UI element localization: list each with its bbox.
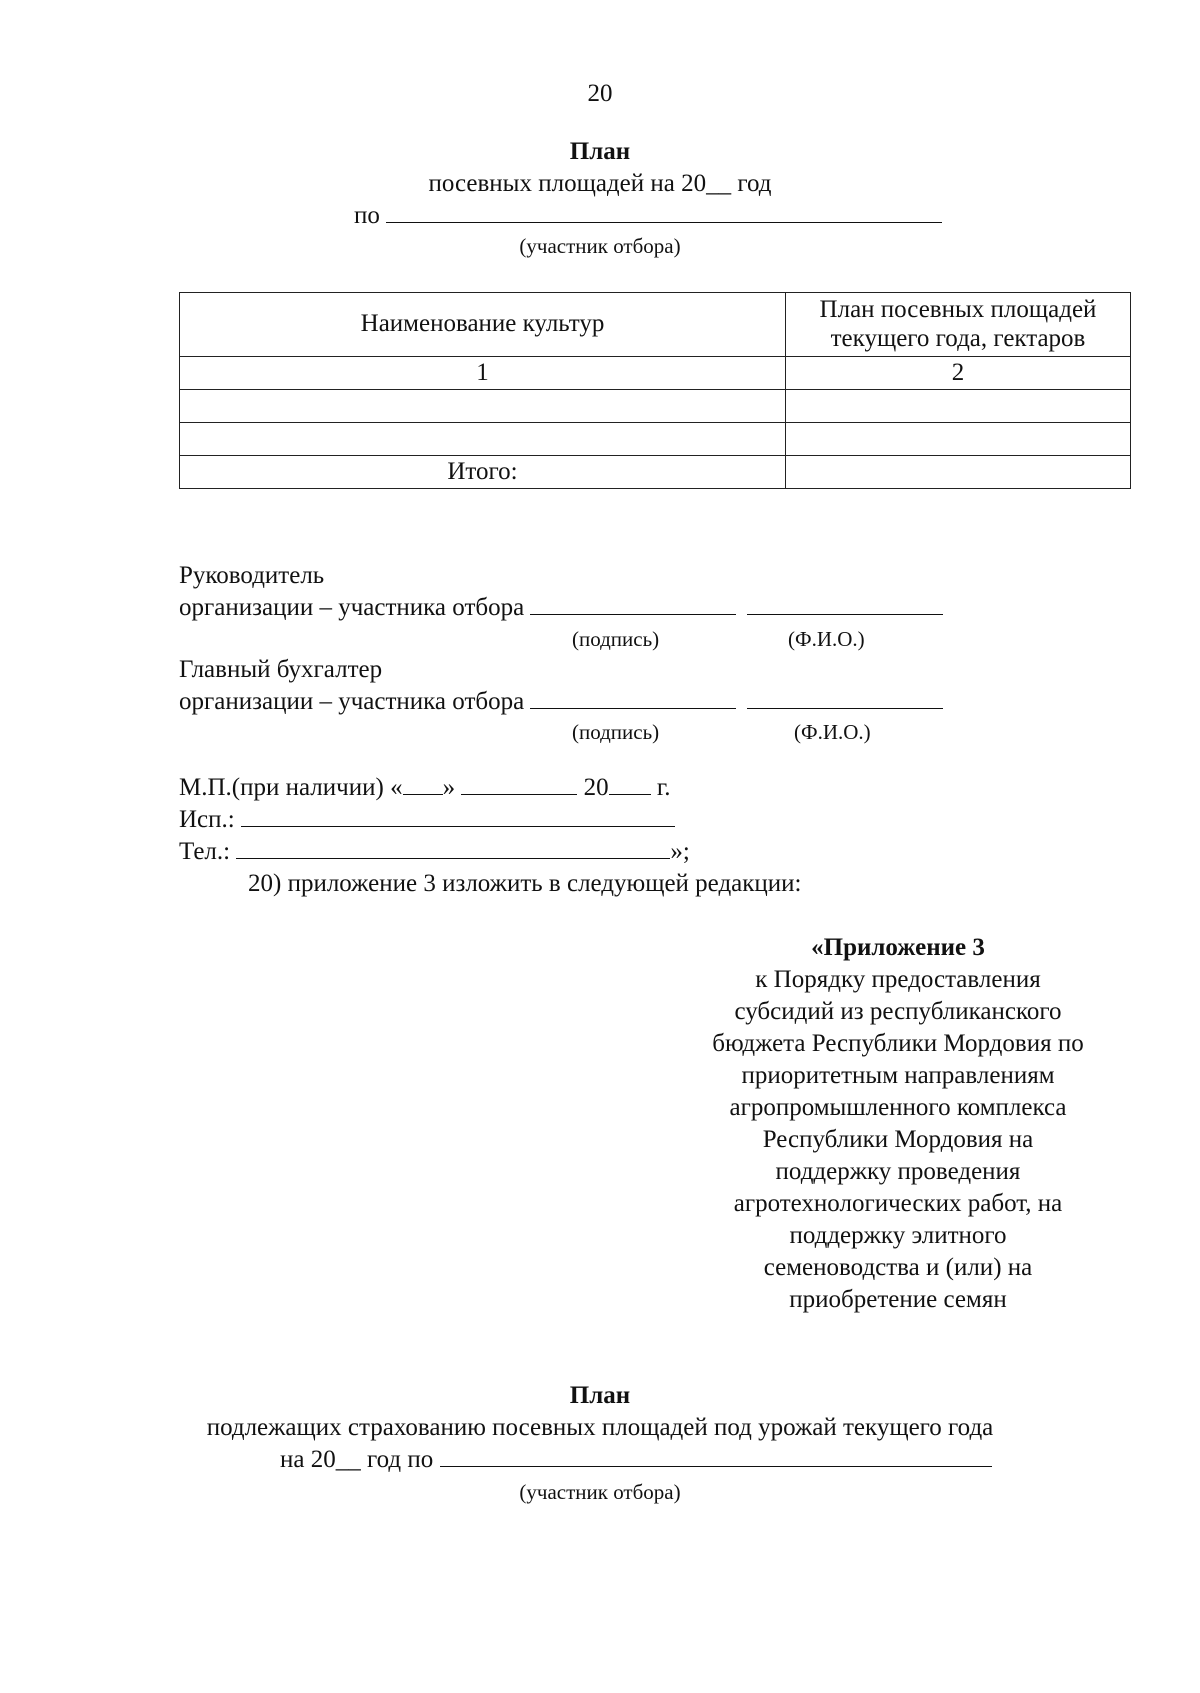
appendix-line: агропромышленного комплекса <box>729 1094 1067 1121</box>
total-label: Итого: <box>180 456 786 489</box>
day-blank <box>403 774 443 795</box>
accountant-fio-blank <box>747 688 943 709</box>
executor-line <box>179 806 675 835</box>
head-signature-caption: (подпись) <box>572 627 660 651</box>
sowing-area-table <box>179 292 1131 489</box>
plan-subtitle: посевных площадей на 20__ год <box>428 170 772 197</box>
column-number-2: 2 <box>786 357 1131 390</box>
accountant-org-line <box>179 688 943 717</box>
appendix-title: «Приложение 3 <box>811 934 985 961</box>
phone-blank <box>236 838 670 859</box>
table-header-row <box>180 293 1131 357</box>
plan2-subtitle: подлежащих страхованию посевных площадей под урожай текущего года <box>206 1414 994 1441</box>
table-total-row <box>180 456 1131 489</box>
table-column-numbers-row <box>180 357 1131 390</box>
page-number: 20 <box>587 80 613 107</box>
appendix-line: субсидий из республиканского <box>734 998 1062 1025</box>
accountant-fio-caption: (Ф.И.О.) <box>794 720 871 744</box>
table-row <box>180 423 1131 456</box>
table-cell <box>180 423 786 456</box>
plan-title: План <box>569 138 631 165</box>
accountant-signature-blank <box>530 688 736 709</box>
plan-by-line <box>354 202 942 231</box>
total-value <box>786 456 1131 489</box>
head-fio-caption: (Ф.И.О.) <box>788 627 865 651</box>
plan2-participant-blank <box>440 1446 992 1467</box>
header-plan-area: План посевных площадей текущего года, гектаров <box>786 293 1131 357</box>
executor-label: Исп.: <box>179 806 235 833</box>
stamp-date-line <box>179 774 671 803</box>
plan-by-prefix: по <box>354 202 380 229</box>
stamp-prefix: М.П.(при наличии) « <box>179 774 403 801</box>
participant-blank <box>386 202 942 223</box>
participant-caption: (участник отбора) <box>519 234 681 258</box>
plan2-title: План <box>569 1382 631 1409</box>
item-20: 20) приложение 3 изложить в следующей редакции: <box>248 870 802 897</box>
appendix-line: Республики Мордовия на <box>762 1126 1034 1153</box>
accountant-title: Главный бухгалтер <box>179 656 383 683</box>
head-org-label: организации – участника отбора <box>179 594 525 621</box>
head-fio-blank <box>747 594 943 615</box>
column-number-1: 1 <box>180 357 786 390</box>
accountant-org-label: организации – участника отбора <box>179 688 525 715</box>
table-cell <box>786 390 1131 423</box>
year-blank <box>609 774 651 795</box>
phone-end: »; <box>670 838 690 865</box>
accountant-signature-caption: (подпись) <box>572 720 660 744</box>
appendix-line: поддержку проведения <box>775 1158 1021 1185</box>
phone-label: Тел.: <box>179 838 231 865</box>
table-cell <box>786 423 1131 456</box>
appendix-line: агротехнологических работ, на <box>733 1190 1063 1217</box>
appendix-line: приобретение семян <box>789 1286 1007 1313</box>
plan2-year-label: на 20__ год по <box>280 1446 434 1473</box>
appendix-line: поддержку элитного <box>789 1222 1007 1249</box>
stamp-quote-close: » <box>442 774 456 801</box>
phone-line <box>179 838 690 867</box>
appendix-line: к Порядку предоставления <box>755 966 1041 993</box>
head-signature-blank <box>530 594 736 615</box>
plan2-year-line <box>280 1446 992 1475</box>
appendix-line: семеноводства и (или) на <box>763 1254 1033 1281</box>
head-title: Руководитель <box>179 562 325 589</box>
month-blank <box>461 774 577 795</box>
appendix-line: бюджета Республики Мордовия по <box>712 1030 1084 1057</box>
header-crop-name: Наименование культур <box>180 293 786 357</box>
stamp-year-suffix: г. <box>656 774 671 801</box>
stamp-year: 20 <box>583 774 609 801</box>
head-org-line <box>179 594 943 623</box>
appendix-line: приоритетным направлениям <box>741 1062 1055 1089</box>
table-cell <box>180 390 786 423</box>
plan2-participant-caption: (участник отбора) <box>519 1480 681 1504</box>
table-row <box>180 390 1131 423</box>
executor-blank <box>241 806 675 827</box>
